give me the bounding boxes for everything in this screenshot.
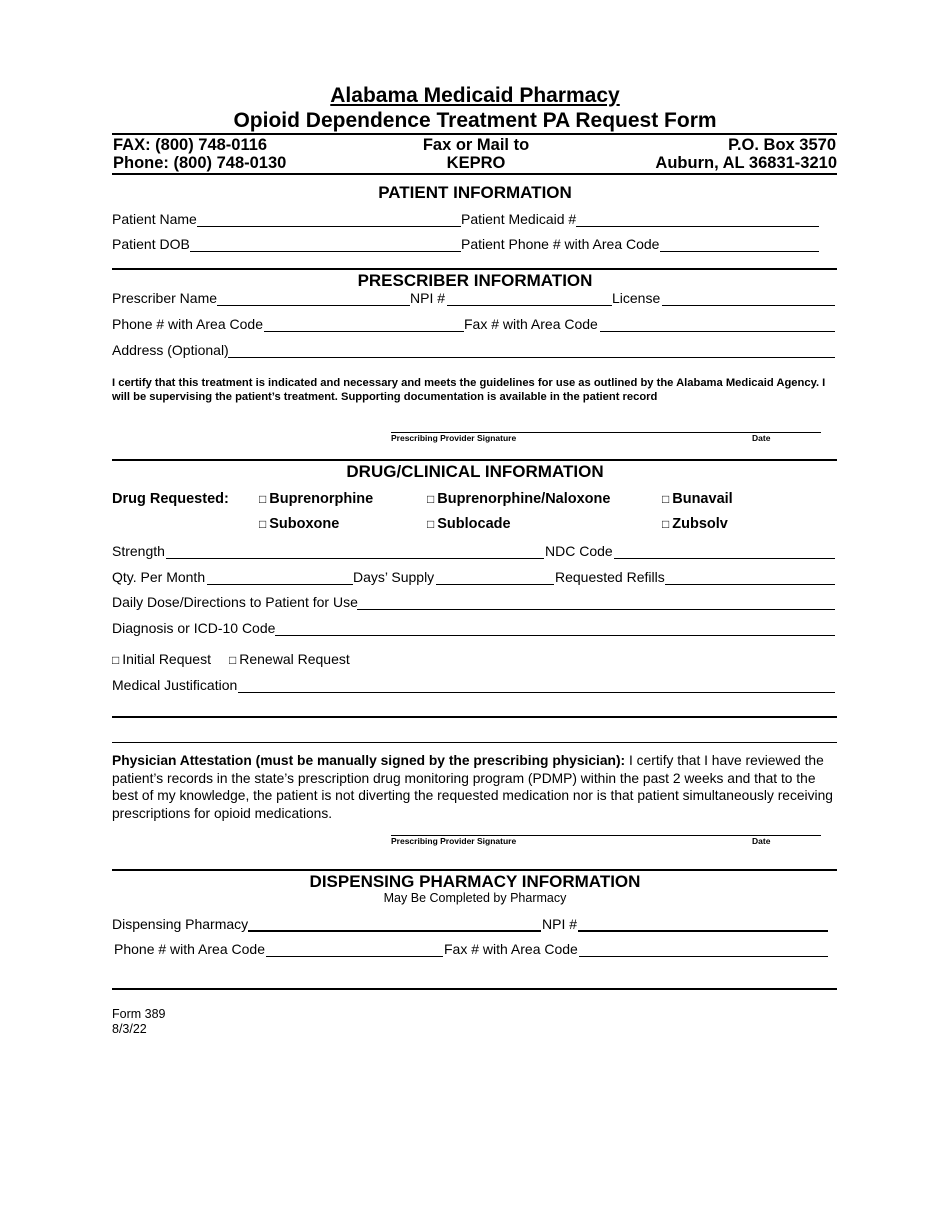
strength-field[interactable] [166,558,544,559]
pharmacy-subheading: May Be Completed by Pharmacy [383,891,567,905]
qty-label: Qty. Per Month [112,569,206,585]
pharmacy-name-label: Dispensing Pharmacy [112,916,249,932]
drug-option-sublocade[interactable] [427,516,511,532]
attestation-bold: Physician Attestation (must be manually signed by the prescribing physician): [112,753,626,768]
checkbox-icon: □ [427,517,435,531]
checkbox-icon: □ [259,517,267,531]
pharmacy-section-divider [112,988,837,990]
patient-phone-label: Patient Phone # with Area Code [461,236,660,252]
pharmacy-npi-field[interactable] [578,930,828,932]
mail-label: Fax or Mail to [422,136,530,154]
diagnosis-label: Diagnosis or ICD-10 Code [112,620,276,636]
patient-section-heading: PATIENT INFORMATION [378,183,572,202]
form-number: Form 389 [112,1007,166,1021]
prescriber-fax-label: Fax # with Area Code [464,316,598,332]
attestation-text: I certify that I have reviewed the patient’s records in the state’s prescription drug monitoring program (PDMP) within the past 2 weeks and that to the best of my knowledge, the patient is not diverting the requested medication nor is that patient simultaneously receiving prescriptions for opioid medications. [112,753,833,821]
form-subtitle: Opioid Dependence Treatment PA Request Form [233,109,717,132]
justification-line-2[interactable] [112,716,837,718]
prescriber-phone-label: Phone # with Area Code [112,316,263,332]
refills-label: Requested Refills [555,569,665,585]
drug-option-bunavail[interactable] [662,491,733,507]
diagnosis-field[interactable] [275,635,835,636]
checkbox-icon: □ [229,653,237,667]
strength-label: Strength [112,543,165,559]
patient-name-field[interactable] [197,226,461,227]
fax-number: FAX: (800) 748-0116 [113,136,268,154]
drug-option-label: Suboxone [269,516,340,532]
prescriber-section-heading: PRESCRIBER INFORMATION [357,271,593,290]
days-supply-field[interactable] [436,584,554,585]
city-state-zip: Auburn, AL 36831-3210 [655,154,837,172]
checkbox-icon: □ [662,517,670,531]
pharmacy-fax-label: Fax # with Area Code [444,941,578,957]
ndc-label: NDC Code [545,543,613,559]
attestation-divider [112,869,837,871]
drug-option-zubsolv[interactable] [662,516,728,532]
patient-dob-label: Patient DOB [112,236,190,252]
pharmacy-phone-label: Phone # with Area Code [114,941,265,957]
form-title: Alabama Medicaid Pharmacy [330,84,620,107]
patient-medicaid-field[interactable] [576,226,819,227]
checkbox-icon: □ [427,492,435,506]
prescriber-certification: I certify that this treatment is indicated and necessary and meets the guidelines for use as outlined by the Alabama Medicaid Agency. I will be supervising the patient’s treatment. Supporting documentation is available in the patient record [112,377,826,403]
pharmacy-phone-field[interactable] [266,956,443,957]
drug-option-buprenorphine-naloxone[interactable] [427,491,610,507]
checkbox-icon: □ [112,653,120,667]
drug-section-heading: DRUG/CLINICAL INFORMATION [346,462,604,481]
drug-option-label: Buprenorphine/Naloxone [437,491,611,507]
pharmacy-npi-label: NPI # [542,916,578,932]
ndc-field[interactable] [614,558,835,559]
justification-field[interactable] [238,692,835,693]
refills-field[interactable] [665,584,835,585]
date-label: Date [752,433,771,443]
drug-option-suboxone[interactable] [259,516,339,532]
patient-section-divider [112,268,837,270]
checkbox-icon: □ [259,492,267,506]
initial-request-option[interactable] [112,651,211,667]
header-divider [112,173,837,175]
justification-line-3[interactable] [112,742,837,743]
prescriber-address-label: Address (Optional) [112,342,229,358]
prescriber-fax-field[interactable] [600,331,835,332]
mail-recipient: KEPRO [446,154,506,172]
attestation-date-label: Date [752,836,771,846]
pharmacy-section-heading: DISPENSING PHARMACY INFORMATION [309,872,641,891]
initial-request-label: Initial Request [122,651,211,667]
days-supply-label: Days’ Supply [353,569,435,585]
prescriber-name-field[interactable] [217,305,410,306]
patient-name-label: Patient Name [112,211,197,227]
prescriber-phone-field[interactable] [264,331,464,332]
patient-dob-field[interactable] [190,251,461,252]
drug-option-label: Sublocade [437,516,511,532]
prescriber-license-field[interactable] [662,305,835,306]
patient-medicaid-label: Patient Medicaid # [461,211,577,227]
renewal-request-option[interactable] [229,651,350,667]
prescriber-address-field[interactable] [228,357,835,358]
prescriber-npi-field[interactable] [447,305,612,306]
phone-number: Phone: (800) 748-0130 [113,154,287,172]
drug-option-label: Buprenorphine [269,491,374,507]
prescriber-npi-label: NPI # [410,290,446,306]
prescriber-license-label: License [612,290,661,306]
qty-field[interactable] [207,584,353,585]
po-box: P.O. Box 3570 [728,136,836,154]
pharmacy-name-field[interactable] [248,930,541,932]
dose-field[interactable] [357,609,835,610]
prescriber-section-divider [112,459,837,461]
dose-label: Daily Dose/Directions to Patient for Use [112,594,358,610]
drug-requested-label: Drug Requested: [112,491,229,507]
drug-option-label: Zubsolv [672,516,728,532]
drug-option-buprenorphine[interactable] [259,491,373,507]
drug-option-label: Bunavail [672,491,733,507]
patient-phone-field[interactable] [660,251,819,252]
form-date: 8/3/22 [112,1022,147,1036]
physician-attestation [112,752,840,822]
prescriber-name-label: Prescriber Name [112,290,218,306]
attestation-signature-label: Prescribing Provider Signature [391,836,517,846]
signature-label: Prescribing Provider Signature [391,433,517,443]
checkbox-icon: □ [662,492,670,506]
renewal-request-label: Renewal Request [239,651,350,667]
pharmacy-fax-field[interactable] [579,956,828,957]
title-divider [112,133,837,135]
justification-label: Medical Justification [112,677,238,693]
